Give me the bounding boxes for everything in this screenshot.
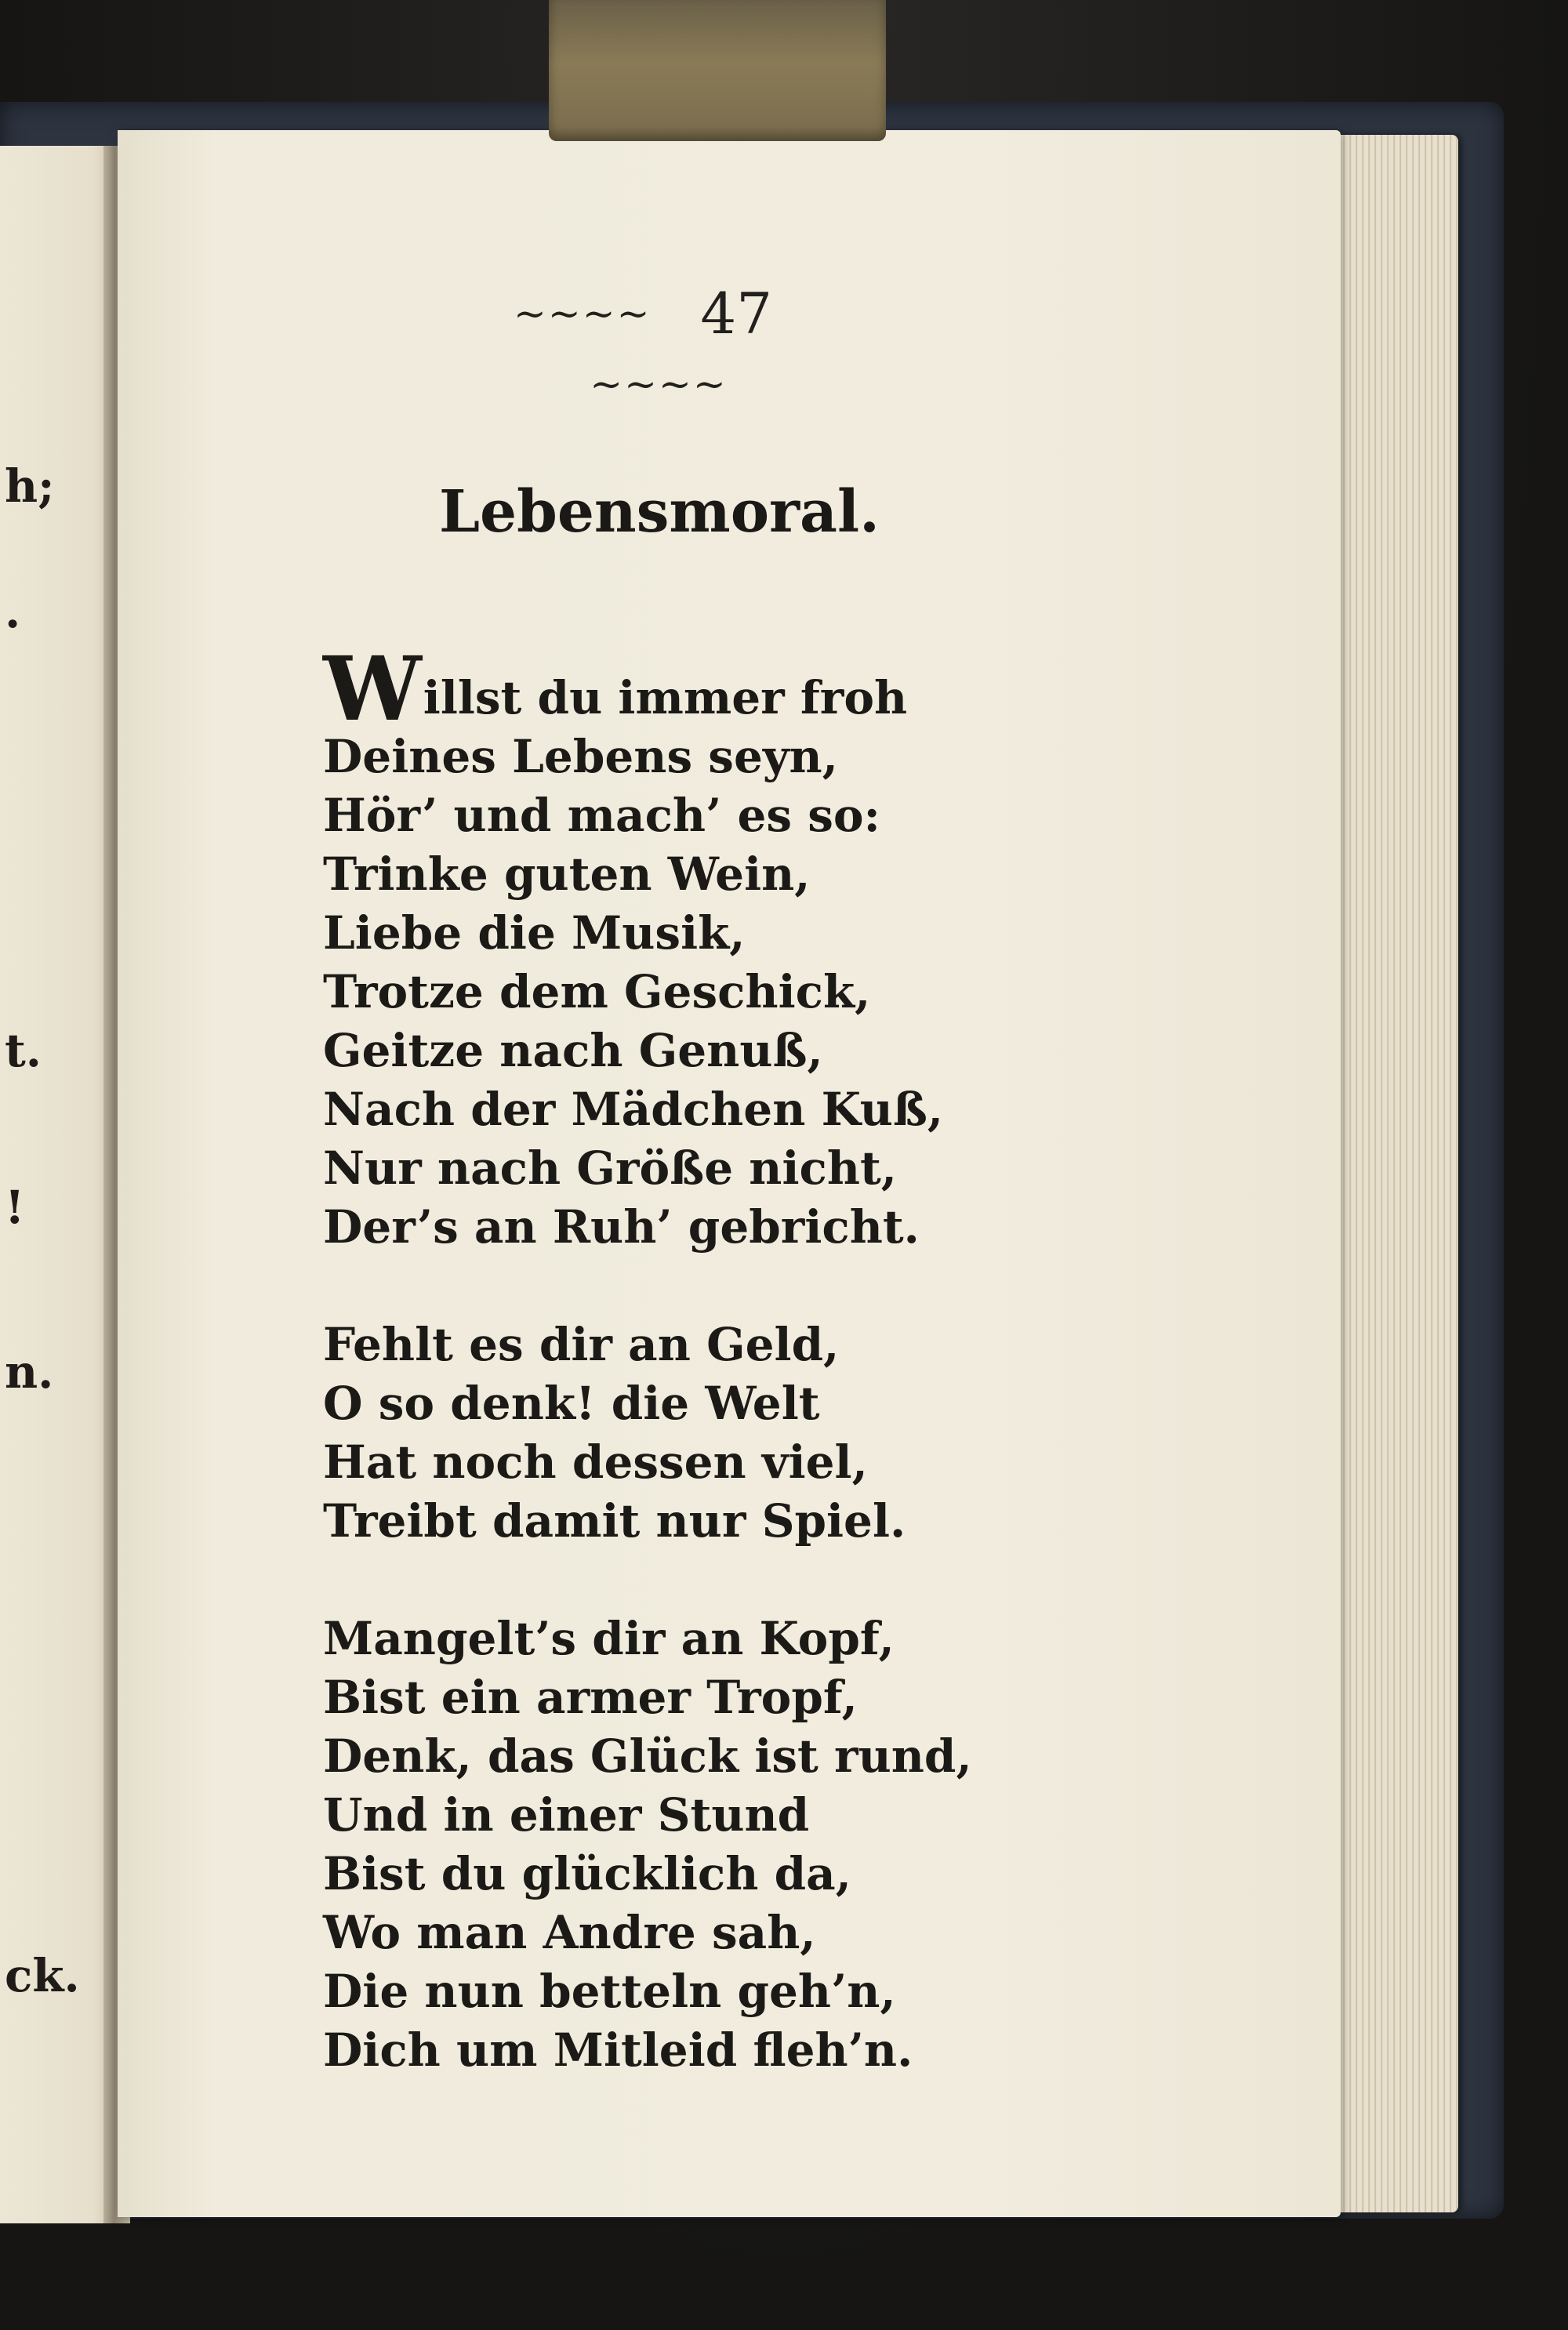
poem-line (323, 638, 1264, 741)
left-page-text-fragment: n. (5, 1345, 54, 1399)
poem-line: Denk, das Glück ist rund, (323, 1729, 972, 1783)
poem-line: Nur nach Größe nicht, (323, 1141, 897, 1195)
poem-line: Trinke guten Wein, (323, 847, 811, 901)
poem-line: Trotze dem Geschick, (323, 965, 871, 1018)
poem-line: Die nun betteln geh’n, (323, 1965, 896, 2018)
poem-line: Treibt damit nur Spiel. (323, 1494, 906, 1548)
left-page-text-fragment: . (5, 585, 21, 638)
poem-line: Geitze nach Genuß, (323, 1024, 823, 1077)
poem-line: Dich um Mitleid fleh’n. (323, 2023, 913, 2077)
poem-line: Deines Lebens seyn, (323, 730, 838, 783)
left-page-text-fragment: ! (5, 1181, 25, 1234)
ornament-right: ~~~~ (590, 361, 728, 407)
left-page-text-fragment: h; (5, 459, 55, 513)
page-number: 47 (700, 281, 773, 347)
poem-title: Lebensmoral. (439, 478, 880, 546)
poem-line: Hat noch dessen viel, (323, 1435, 868, 1489)
poem-line: Hör’ und mach’ es so: (323, 789, 880, 842)
poem-line: Mangelt’s dir an Kopf, (323, 1612, 895, 1665)
left-page (0, 146, 118, 2223)
stanza (323, 638, 1264, 1257)
drop-cap: W (323, 638, 422, 741)
ornament-left: ~~~~ (513, 291, 652, 336)
poem-line: Bist ein armer Tropf, (323, 1671, 858, 1724)
bookmark-ribbon (549, 0, 886, 141)
poem-line: Nach der Mädchen Kuß, (323, 1083, 944, 1136)
poem-line: Wo man Andre sah, (323, 1906, 816, 1959)
poem-line: O so denk! die Welt (323, 1377, 820, 1430)
poem-line: Liebe die Musik, (323, 906, 746, 960)
poem-line: Der’s an Ruh’ gebricht. (323, 1200, 920, 1254)
stanza (323, 1316, 1264, 1551)
left-page-text-fragment: ck. (5, 1949, 80, 2002)
page-header (439, 276, 878, 412)
poem-line: Bist du glücklich da, (323, 1847, 851, 1900)
poem-line-rest: illst du immer froh (423, 671, 908, 724)
poem-line: Fehlt es dir an Geld, (323, 1318, 840, 1371)
poem-body (323, 638, 1264, 2139)
stanza (323, 1610, 1264, 2080)
poem-line: Und in einer Stund (323, 1788, 810, 1842)
left-page-text-fragment: t. (5, 1024, 42, 1077)
